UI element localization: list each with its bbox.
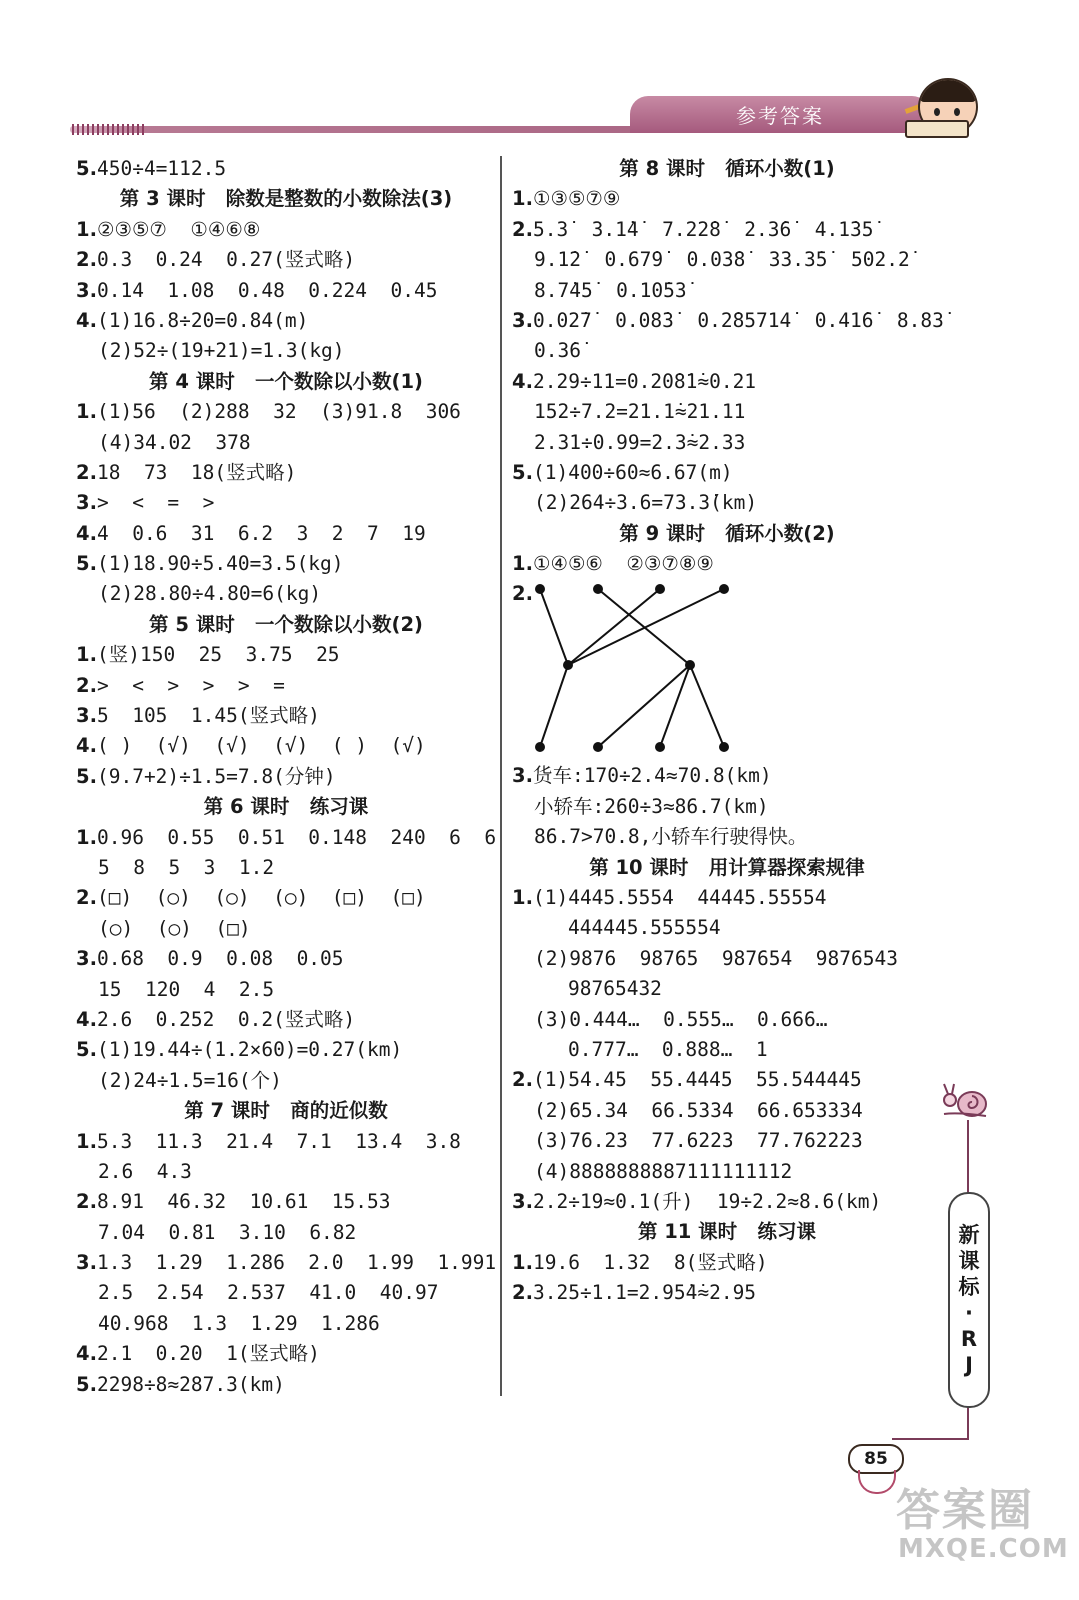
answer-line <box>76 1248 496 1278</box>
question-number: 2. <box>512 1068 533 1092</box>
answer-line <box>512 761 942 791</box>
answer-line <box>76 1339 496 1369</box>
answer-line <box>512 1035 942 1065</box>
answer-text: (9.7+2)÷1.5=7.8(分钟) <box>96 764 336 788</box>
question-number: 2. <box>76 460 97 484</box>
question-number: 4. <box>76 734 97 758</box>
question-number: 2. <box>76 1190 97 1214</box>
question-number: 3. <box>76 491 97 515</box>
answer-line <box>512 913 942 943</box>
answer-text: (4)34.02 378 <box>98 430 251 454</box>
answer-text: 0.3̇6̇ <box>534 339 581 363</box>
answer-line <box>76 1127 496 1157</box>
answer-text: (2)9876 98765 987654 9876543 <box>534 946 898 970</box>
answer-line <box>512 974 942 1004</box>
question-number: 5. <box>76 157 97 180</box>
answer-text: 152÷7.2=21.1̇≈21.11 <box>534 400 746 424</box>
answer-text: 40.968 1.3 1.29 1.286 <box>98 1311 380 1335</box>
answer-text: > < = > <box>96 491 215 515</box>
answer-text: > < > > > = <box>96 673 285 697</box>
answer-line <box>512 397 942 427</box>
answer-line <box>76 549 496 579</box>
answer-text: 18 73 18(竖式略) <box>96 460 297 484</box>
answer-text: ( ) (√) (√) (√) ( ) (√) <box>96 734 426 758</box>
section-heading: 第 9 课时 循环小数(2) <box>619 521 835 545</box>
connector-dot <box>655 584 665 594</box>
answer-text: (2)264÷3.6=73.3̇(km) <box>534 491 758 515</box>
question-number: 1. <box>512 187 533 211</box>
answer-text: 8.7̇45̇ 0.10̇53̇ <box>534 278 687 302</box>
question-number: 5. <box>76 1372 97 1396</box>
answer-line <box>76 671 496 701</box>
side-rail-base <box>892 1438 969 1440</box>
question-number: 1. <box>512 1250 533 1274</box>
answer-line <box>76 579 496 609</box>
answer-text: 2.5 2.54 2.537 41.0 40.97 <box>98 1281 439 1305</box>
answer-text: 1.3 1.29 1.286 2.0 1.99 1.991 <box>96 1251 497 1275</box>
side-label-char: 课 <box>958 1249 980 1273</box>
watermark-line1: 答案圈 <box>896 1485 1034 1536</box>
answer-line <box>76 1035 496 1065</box>
answer-line <box>512 944 942 974</box>
connector-line <box>598 665 690 747</box>
answer-text: 444445.555554 <box>568 916 721 940</box>
connector-dot <box>685 660 695 670</box>
connector-dot <box>563 660 573 670</box>
answer-text: 货车:170÷2.4≈70.8(km) <box>532 764 772 788</box>
answer-text: (1)54.45 55.4445 55.544445 <box>532 1068 862 1092</box>
answer-text: 4 0.6 31 6.2 3 2 7 19 <box>96 521 426 545</box>
section-heading: 第 5 课时 一个数除以小数(2) <box>149 612 423 636</box>
answer-line <box>512 822 942 852</box>
answer-line <box>512 1065 942 1095</box>
matching-diagram <box>512 579 942 761</box>
question-number: 5. <box>76 1038 97 1062</box>
question-number: 1. <box>76 400 97 424</box>
answer-text: (4)8888888887111111112 <box>534 1159 793 1183</box>
answer-line <box>76 1370 496 1400</box>
section-heading: 第 10 课时 用计算器探索规律 <box>589 855 865 879</box>
left-column <box>76 154 496 1400</box>
answer-line <box>76 1066 496 1096</box>
question-number: 1. <box>76 825 97 849</box>
connector-dot <box>593 742 603 752</box>
page-title: 参考答案 <box>630 96 930 133</box>
answer-line <box>76 731 496 761</box>
question-number: 3. <box>76 278 97 302</box>
answer-line <box>76 154 496 184</box>
connector-dot <box>593 584 603 594</box>
section-heading: 第 8 课时 循环小数(1) <box>619 157 835 180</box>
answer-line <box>76 306 496 336</box>
question-number: 1. <box>76 643 97 667</box>
connector-line <box>598 589 690 665</box>
answer-line <box>76 701 496 731</box>
answer-text: 2298÷8≈287.3(km) <box>96 1372 285 1396</box>
watermark <box>890 1472 1070 1592</box>
answer-line <box>512 1005 942 1035</box>
answer-line <box>76 276 496 306</box>
answer-line <box>76 914 496 944</box>
answer-line <box>76 458 496 488</box>
answer-line <box>76 1157 496 1187</box>
question-number: 2. <box>512 582 533 606</box>
answer-line <box>76 215 496 245</box>
answer-text: 2.29÷11=0.20̇8̇1̇≈0.21 <box>532 369 757 393</box>
connector-dot <box>655 742 665 752</box>
question-number: 1. <box>76 217 97 241</box>
answer-line <box>512 1248 942 1278</box>
answer-line <box>512 458 942 488</box>
section-heading: 第 7 课时 商的近似数 <box>184 1099 388 1123</box>
side-label-char: 新 <box>958 1223 980 1247</box>
question-number: 3. <box>76 947 97 971</box>
book-icon <box>905 120 969 138</box>
answer-text: (1)18.90÷5.40=3.5(kg) <box>96 552 344 576</box>
question-number: 4. <box>76 1007 97 1031</box>
answer-text: 小轿车:260÷3≈86.7(km) <box>534 794 769 818</box>
answer-line <box>76 1187 496 1217</box>
answer-line <box>76 853 496 883</box>
side-label-char: J <box>965 1353 973 1377</box>
connector-dot <box>535 742 545 752</box>
answer-text: ①③⑤⑦⑨ <box>532 187 621 211</box>
connector-dot <box>719 584 729 594</box>
answer-text: 19.6 1.32 8(竖式略) <box>532 1250 768 1274</box>
question-number: 3. <box>512 308 533 332</box>
answer-line <box>512 428 942 458</box>
answer-line <box>76 519 496 549</box>
answer-line <box>512 883 942 913</box>
column-divider <box>500 156 502 1396</box>
question-number: 4. <box>512 369 533 393</box>
answer-text: 0.96 0.55 0.51 0.148 240 6 6 <box>96 825 497 849</box>
answer-text: (□) (○) (○) (○) (□) (□) <box>96 886 426 910</box>
answer-text: (1)400÷60≈6.67(m) <box>532 460 733 484</box>
answer-line <box>512 1096 942 1126</box>
answer-text: 9.1̇2̇ 0.67̇9̇ 0.03̇8̇ 33.3̇5̇ 502.2̇ <box>534 248 910 272</box>
answer-text: 5.3̇ 3.1̇4̇ 7.22̇8̇ 2.3̇6̇ 4.1̇35̇ <box>532 217 874 241</box>
answer-text: (2)52÷(19+21)=1.3(kg) <box>98 339 345 363</box>
right-column <box>512 154 942 1309</box>
connector-dot <box>719 742 729 752</box>
question-number: 2. <box>76 886 97 910</box>
answer-line <box>512 336 942 366</box>
question-number: 3. <box>512 764 533 788</box>
side-label <box>948 1192 990 1408</box>
answer-line <box>76 883 496 913</box>
section-heading: 第 6 课时 练习课 <box>203 795 369 819</box>
answer-text: 7.04 0.81 3.10 6.82 <box>98 1220 357 1244</box>
answer-text: 5.3 11.3 21.4 7.1 13.4 3.8 <box>96 1129 461 1153</box>
answer-line <box>512 1278 942 1308</box>
answer-text: (1)19.44÷(1.2×60)=0.27(km) <box>96 1038 403 1062</box>
question-number: 4. <box>76 308 97 332</box>
section-heading: 第 11 课时 练习课 <box>637 1220 817 1244</box>
question-number: 3. <box>512 1189 533 1213</box>
answer-text: (1)4445.5554 44445.55554 <box>532 886 827 910</box>
answer-text: 0.777… 0.888… 1 <box>568 1037 768 1061</box>
question-number: 3. <box>76 704 97 728</box>
answer-text: (2)28.80÷4.80=6(kg) <box>98 582 322 606</box>
answer-text: 86.7>70.8,小轿车行驶得快。 <box>534 825 808 849</box>
answer-text: 0.68 0.9 0.08 0.05 <box>96 947 344 971</box>
answer-line <box>76 1278 496 1308</box>
answer-line <box>512 215 942 245</box>
connector-line <box>690 665 724 747</box>
answer-line <box>76 1005 496 1035</box>
answer-text: (1)16.8÷20=0.84(m) <box>96 308 309 332</box>
answer-text: 15 120 4 2.5 <box>98 977 275 1001</box>
answer-line <box>76 975 496 1005</box>
answer-line <box>512 1157 942 1187</box>
answer-line <box>512 549 942 579</box>
answer-text: 450÷4=112.5 <box>96 157 227 180</box>
answer-line <box>76 245 496 275</box>
connector-dot <box>535 584 545 594</box>
section-heading: 第 4 课时 一个数除以小数(1) <box>149 369 423 393</box>
answer-text: ①④⑤⑥ ②③⑦⑧⑨ <box>532 552 714 576</box>
side-label-char: R <box>960 1327 978 1351</box>
question-number: 3. <box>76 1251 97 1275</box>
question-number: 5. <box>512 460 533 484</box>
answer-line <box>76 397 496 427</box>
answer-text: 2.1 0.20 1(竖式略) <box>96 1342 320 1366</box>
answer-text: 5 8 5 3 1.2 <box>98 855 275 879</box>
question-number: 1. <box>76 1129 97 1153</box>
page-number: 85 <box>848 1444 904 1474</box>
answer-text: (3)76.23 77.6223 77.762223 <box>534 1129 863 1153</box>
answer-text: 2.6 0.252 0.2(竖式略) <box>96 1007 356 1031</box>
answer-line <box>512 1187 942 1217</box>
side-label-char: · <box>965 1301 973 1325</box>
answer-text: 8.91 46.32 10.61 15.53 <box>96 1190 391 1214</box>
answer-line <box>512 245 942 275</box>
answer-line <box>76 640 496 670</box>
connector-line <box>540 665 568 747</box>
answer-line <box>512 184 942 214</box>
answer-line <box>76 1309 496 1339</box>
question-number: 5. <box>76 552 97 576</box>
question-number: 2. <box>512 217 533 241</box>
question-number: 2. <box>76 248 97 272</box>
header-ticks <box>72 124 147 135</box>
question-number: 4. <box>76 1342 97 1366</box>
answer-text: (3)0.444… 0.555… 0.666… <box>534 1007 828 1031</box>
answer-text: 0.14 1.08 0.48 0.224 0.45 <box>96 278 438 302</box>
answer-line <box>512 488 942 518</box>
answer-line <box>512 1126 942 1156</box>
answer-text: (1)56 (2)288 32 (3)91.8 306 <box>96 400 461 424</box>
snail-icon <box>938 1080 994 1120</box>
answer-text: ②③⑤⑦ ①④⑥⑧ <box>96 217 261 241</box>
answer-text: (2)65.34 66.5334 66.653334 <box>534 1098 863 1122</box>
answer-text: 0.02̇7̇ 0.08̇3̇ 0.2̇85714̇ 0.41̇6̇ 8.83̇ <box>532 308 944 332</box>
side-label-char: 标 <box>958 1275 980 1299</box>
question-number: 1. <box>512 552 533 576</box>
watermark-line2: MXQE.COM <box>898 1534 1069 1564</box>
question-number: 2. <box>76 673 97 697</box>
answer-line <box>76 488 496 518</box>
question-number: 2. <box>512 1281 533 1305</box>
answer-line <box>512 306 942 336</box>
answer-text: 2.6 4.3 <box>98 1159 192 1183</box>
answer-text: 3.25÷1.1=2.95̇4̇≈2.95 <box>532 1281 757 1305</box>
answer-line <box>76 428 496 458</box>
answer-text: 5 105 1.45(竖式略) <box>96 704 320 728</box>
answer-text: (竖)150 25 3.75 25 <box>96 643 340 667</box>
section-heading: 第 3 课时 除数是整数的小数除法(3) <box>119 187 453 211</box>
answer-line <box>76 1218 496 1248</box>
answer-text: 98765432 <box>568 977 662 1001</box>
answer-text: 2.2÷19≈0.1(升) 19÷2.2≈8.6(km) <box>532 1189 882 1213</box>
answer-line <box>76 823 496 853</box>
answer-line <box>512 367 942 397</box>
answer-text: 0.3 0.24 0.27(竖式略) <box>96 248 356 272</box>
connector-line <box>540 589 568 665</box>
answer-text: 2.31÷0.99=2.3̇≈2.33 <box>534 430 746 454</box>
answer-line <box>76 944 496 974</box>
answer-text: (○) (○) (□) <box>98 916 251 940</box>
answer-line <box>512 792 942 822</box>
answer-line <box>76 336 496 366</box>
answer-text: (2)24÷1.5=16(个) <box>98 1068 282 1092</box>
question-number: 1. <box>512 886 533 910</box>
answer-line <box>76 762 496 792</box>
question-number: 4. <box>76 521 97 545</box>
question-number: 5. <box>76 764 97 788</box>
answer-line <box>512 276 942 306</box>
